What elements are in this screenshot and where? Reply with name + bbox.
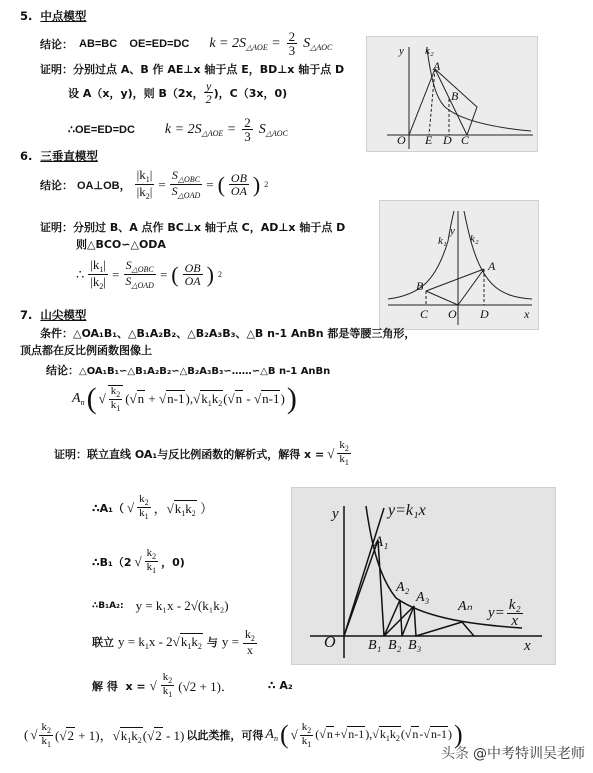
- section-number: 5.: [20, 9, 33, 23]
- triple-perpendicular-figure: k₁ k₂ y A B C O D x: [379, 200, 539, 330]
- section7-heading: 7. 山尖模型: [20, 308, 87, 322]
- s7-condition-2: 顶点都在反比例函数图像上: [20, 344, 152, 357]
- watermark-handle: @中考特训吴老师: [473, 746, 585, 762]
- s6-then: 则△BCO∽△ODA: [76, 238, 166, 251]
- section5-heading: [20, 8, 86, 24]
- s7-lian: 联立 $y = k_1x - 2√k_1k_2$ 与 y = $\frac{k_2}{x}$: [92, 627, 255, 657]
- section6-heading: 6. 三垂直模型: [20, 149, 98, 163]
- s6-result: ∴ $\frac{|k_1|}{|k_2|}$ = $\frac{S_{\triangle OBC}}{S_{\triangle OAD}}$ = ( $\frac{OB}{OA}$ ) 2: [76, 257, 222, 291]
- midpoint-figure: k₂ y A B O E D C: [366, 36, 538, 152]
- watermark-logo: 头条: [441, 746, 469, 762]
- watermark: [441, 743, 585, 763]
- s6-proof: 证明：分别过 B、A 点作 BC⊥x 轴于点 C，AD⊥x 轴于点 D: [40, 221, 346, 234]
- s7-final: ( √ $\frac{k_2}{k_1}$ (√2 + 1)，$√k_1k_2(√2 - 1)$ 以此类推，可得 $A_n$ ( √ $\frac{k_2}{k_1}$ $(√n+√n-1),√k_1k_2(√n-√n-1)$ ): [24, 720, 463, 749]
- s7-b1a2: ∴B₁A₂: y = k₁x - 2√(k₁k₂): [92, 598, 229, 613]
- mountain-peak-figure: y y=k₁x A₁ A₂ A₃ Aₙ y= $\frac{\text{k₂}}{x}$ O B₁ B₂ B₃ x: [291, 487, 556, 665]
- s5-so: ∴OE=ED=DC $k = 2S_{\triangle AOE}$ = $\frac{2}{3}$ $S_{\triangle AOC}$: [68, 115, 288, 144]
- s7-an-formula: $A_n$ ( √ $\frac{k_2}{k_1}$ $(√n + √n-1),√k_1k_2(√n - √n-1)$ ): [72, 382, 297, 415]
- s6-conclusion: 结论： OA⊥OB， $\frac{|k_1|}{|k_2|}$ = $\frac{S_{\triangle OBC}}{S_{\triangle OAD}}$ = ( $\frac{OB}{OA}$ ) 2: [40, 167, 269, 201]
- s7-conclusion: 结论：△OA₁B₁∽△B₁A₂B₂∽△B₂A₃B₃∽……∽△B n-1 AnBn: [46, 364, 331, 377]
- s7-b1: ∴B₁（2 √ $\frac{k_2}{k_1}$ ，0): [92, 547, 185, 575]
- section-title: 中点模型: [40, 9, 87, 23]
- s5-conclusion: 结论： AB=BC OE=ED=DC $k = 2S_{\triangle AOE}$ = $\frac{2}{3}$ $S_{\triangle AOC}$: [40, 29, 333, 58]
- s7-condition: 条件：△OA₁B₁、△B₁A₂B₂、△B₂A₃B₃、△B n-1 AnBn 都是等腰三角形，: [40, 327, 416, 340]
- s7-proof: 证明：联立直线 OA₁与反比例函数的解析式，解得 x = √ $\frac{k_2}{k_1}$: [54, 439, 349, 467]
- s7-jie: 解 得 x = √ $\frac{k_2}{k_1}$ (√2 + 1)． ∴ A₂: [92, 671, 293, 699]
- s5-proof: 证明：分别过点 A、B 作 AE⊥x 轴于点 E，BD⊥x 轴于点 D: [40, 63, 345, 76]
- s5-set: 设 A（x，y)，则 B（2x， $\frac{y}{2}$ )，C（3x，0): [68, 79, 288, 106]
- s7-a1: ∴A₁（ √ $\frac{k_2}{k_1}$ ，$√k_1k_2$ ）: [92, 493, 214, 521]
